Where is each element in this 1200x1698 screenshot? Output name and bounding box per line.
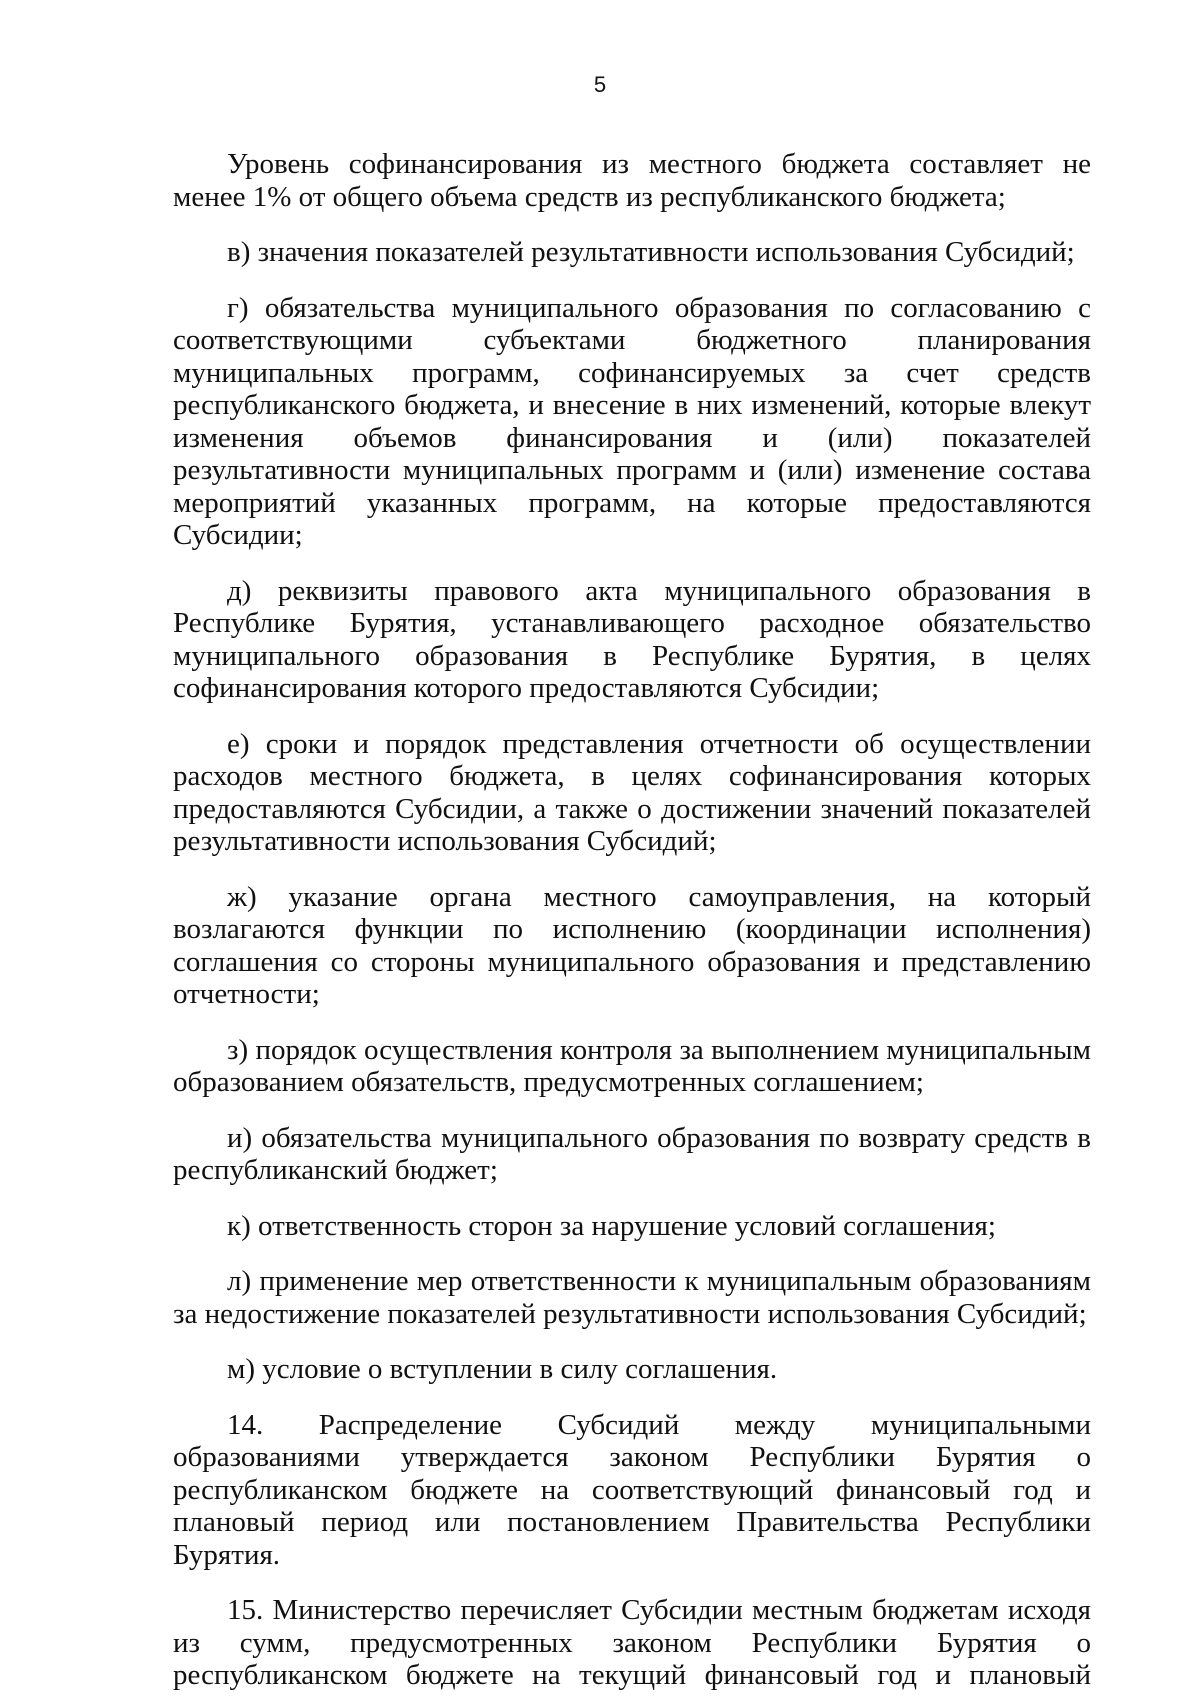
page-number: 5 (593, 72, 607, 97)
paragraph-item-zh: ж) указание органа местного самоуправления, на который возлагаются функции по исполнению (координации исполнения) соглашения со стороны муниципального образования и представлению отчетности; (173, 880, 1091, 1010)
paragraph-section-14: 14. Распределение Субсидий между муниципальными образованиями утверждается законом Республики Бурятия о республиканском бюджете на соответствующий финансовый год и плановый период или постановлением Правительства Республики Бурятия. (173, 1408, 1091, 1571)
paragraph-item-m: м) условие о вступлении в силу соглашения. (227, 1353, 778, 1385)
paragraph-item-z: з) порядок осуществления контроля за выполнением муниципальным образованием обязательств, предусмотренных соглашением; (173, 1033, 1091, 1098)
paragraph-item-g: г) обязательства муниципального образования по согласованию с соответствующими субъектами бюджетного планирования муниципальных программ, софинансируемых за счет средств республиканского бюджета, и внесение в них изменений, которые влекут изменения объемов финансирования и (или) показателей результативности муниципальных программ и (или) изменение состава мероприятий указанных программ, на которые предоставляются Субсидии; (173, 291, 1091, 551)
document-body (173, 148, 1091, 1692)
paragraph-item-e: е) сроки и порядок представления отчетности об осуществлении расходов местного бюджета, в целях софинансирования которых предоставляются Субсидии, а также о достижении значений показателей результативности использования Субсидий; (173, 727, 1091, 857)
paragraph-item-i: и) обязательства муниципального образования по возврату средств в республиканский бюджет; (173, 1121, 1091, 1186)
paragraph-cofinancing-level: Уровень софинансирования из местного бюджета составляет не менее 1% от общего объема средств из республиканского бюджета; (173, 148, 1091, 213)
paragraph-item-d: д) реквизиты правового акта муниципального образования в Республике Бурятия, устанавливающего расходное обязательство муниципального образования в Республике Бурятия, в целях софинансирования которого предоставляются Субсидии; (173, 574, 1091, 704)
paragraph-item-k: к) ответственность сторон за нарушение условий соглашения; (227, 1209, 996, 1242)
paragraph-item-l: л) применение мер ответственности к муниципальным образованиям за недостижение показателей результативности использования Субсидий; (173, 1265, 1091, 1330)
paragraph-section-15: 15. Министерство перечисляет Субсидии местным бюджетам исходя из сумм, предусмотренных законом Республики Бурятия о республиканском бюджете на текущий финансовый год и плановый (173, 1594, 1091, 1691)
paragraph-item-v: в) значения показателей результативности использования Субсидий; (227, 236, 1075, 268)
